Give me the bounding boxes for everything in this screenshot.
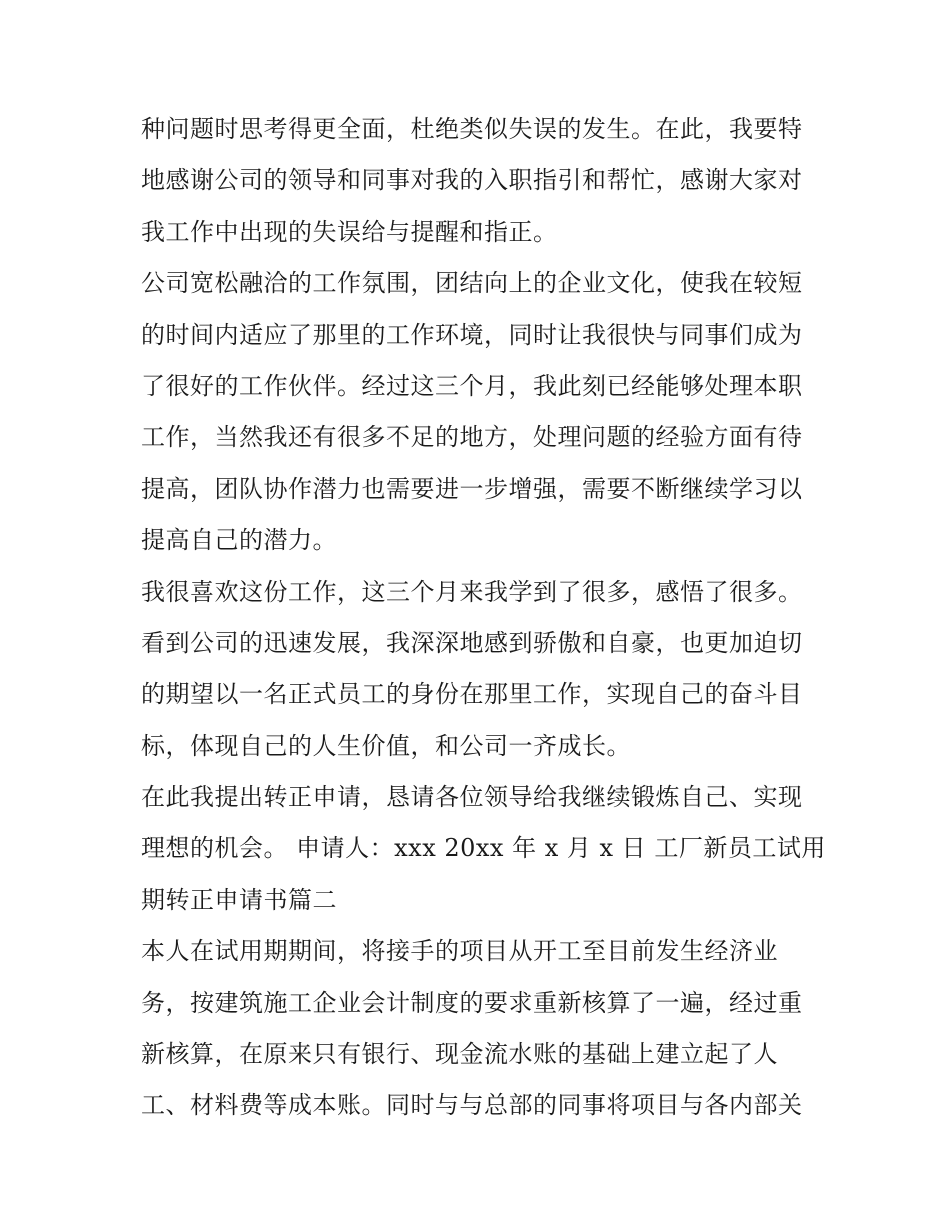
text-line: 了很好的工作伙伴。经过这三个月，我此刻已经能够处理本职 <box>141 371 803 400</box>
text-line: 的时间内适应了那里的工作环境，同时让我很快与同事们成为 <box>141 320 803 349</box>
text-line: 务，按建筑施工企业会计制度的要求重新核算了一遍，经过重 <box>141 988 803 1017</box>
text-line: 我工作中出现的失误给与提醒和指正。 <box>141 217 558 246</box>
text-line: 提高，团队协作潜力也需要进一步增强，需要不断继续学习以 <box>141 474 803 503</box>
text-line: 我很喜欢这份工作，这三个月来我学到了很多，感悟了很多。 <box>141 577 803 606</box>
text-line: 标，体现自己的人生价值，和公司一齐成长。 <box>141 731 631 760</box>
text-line: 本人在试用期期间，将接手的项目从开工至目前发生经济业 <box>141 937 778 966</box>
text-line: 地感谢公司的领导和同事对我的入职指引和帮忙，感谢大家对 <box>141 166 803 195</box>
text-line: 公司宽松融洽的工作氛围，团结向上的企业文化，使我在较短 <box>141 269 803 298</box>
text-line: 提高自己的潜力。 <box>141 526 337 555</box>
section-heading-line: 期转正申请书篇二 <box>141 885 337 914</box>
text-line: 在此我提出转正申请，恳请各位领导给我继续锻炼自己、实现 <box>141 783 803 812</box>
text-line: 种问题时思考得更全面，杜绝类似失误的发生。在此，我要特 <box>141 115 803 143</box>
text-line: 新核算，在原来只有银行、现金流水账的基础上建立起了人 <box>141 1040 778 1069</box>
text-line: 理想的机会。 申请人：xxx 20xx 年 x 月 x 日 工厂新员工试用 <box>141 834 826 863</box>
text-line: 看到公司的迅速发展，我深深地感到骄傲和自豪，也更加迫切 <box>141 628 803 657</box>
text-line: 工、材料费等成本账。同时与与总部的同事将项目与各内部关 <box>141 1091 803 1120</box>
document-body <box>141 104 826 1132</box>
text-line: 工作，当然我还有很多不足的地方，处理问题的经验方面有待 <box>141 423 803 452</box>
text-line: 的期望以一名正式员工的身份在那里工作，实现自己的奋斗目 <box>141 680 803 709</box>
